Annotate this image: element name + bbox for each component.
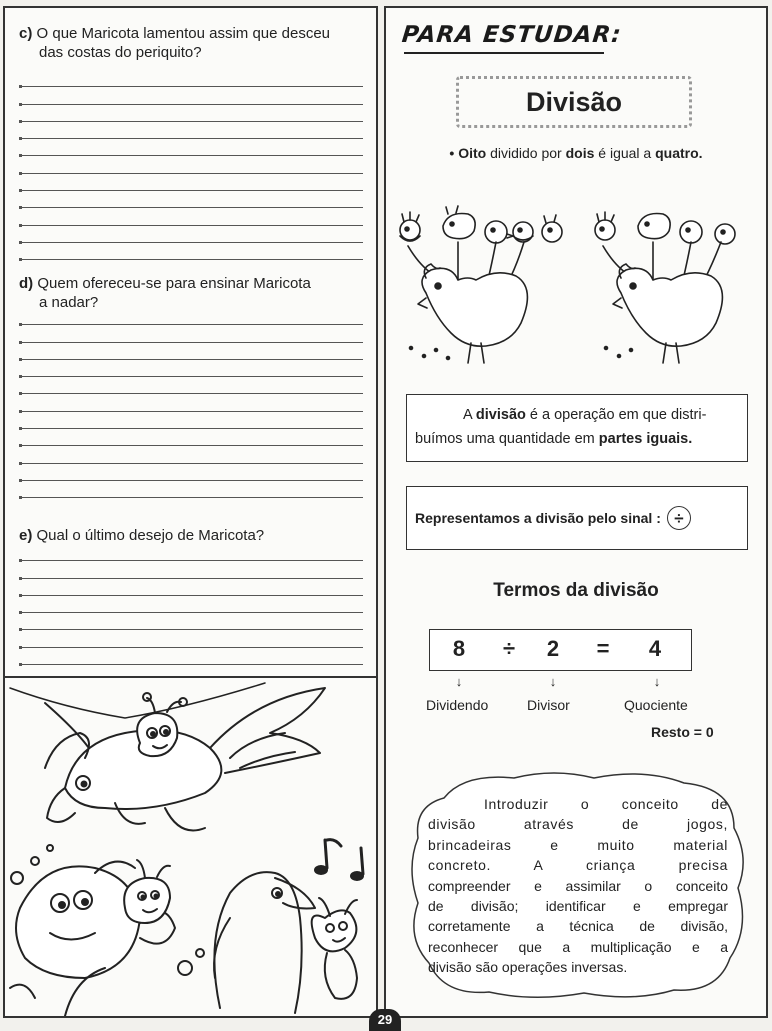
word-two: dois <box>565 145 595 161</box>
question-e <box>19 526 364 545</box>
label-dividend: Dividendo <box>426 697 489 713</box>
answer-lines-e[interactable] <box>19 544 363 665</box>
question-c <box>19 24 364 62</box>
chick-group-left <box>400 206 562 363</box>
chick-group-right <box>595 212 735 363</box>
question-letter: d) <box>19 275 34 292</box>
section-title: PARA ESTUDAR: <box>400 22 623 48</box>
story-illustration <box>5 678 376 1016</box>
answer-lines-c[interactable] <box>19 70 363 260</box>
division-sign-icon: ÷ <box>667 506 691 530</box>
page-number: 29 <box>369 1009 401 1031</box>
arrow-down-icon: ↓ <box>455 674 463 689</box>
text-divided-by: dividido por <box>490 145 562 161</box>
note-line: compreender e assimilar o conceito <box>428 877 728 894</box>
topic-title: Divisão <box>525 86 623 117</box>
question-d <box>19 274 364 312</box>
note-line: corretamente a técnica de divisão, <box>428 918 728 935</box>
question-text: Qual o último desejo de Maricota? <box>36 527 265 544</box>
note-line: concreto. A criança precisa <box>428 857 728 874</box>
question-letter: c) <box>19 25 33 42</box>
question-text: O que Maricota lamentou assim que desceu <box>36 25 331 42</box>
question-letter: e) <box>19 527 33 544</box>
def-bold-division: divisão <box>475 407 526 423</box>
answer-lines-d[interactable] <box>19 308 363 498</box>
text-equals: é igual a <box>598 145 652 161</box>
word-four: quatro. <box>655 145 703 161</box>
left-panel <box>3 6 378 1018</box>
topic-box <box>456 76 692 128</box>
definition-text <box>415 403 739 451</box>
note-line: reconhecer que a multiplicação e a <box>428 938 728 955</box>
equation-box <box>429 629 692 671</box>
question-text: Quem ofereceu-se para ensinar Maricota <box>37 275 311 292</box>
eq-equals: = <box>596 636 610 661</box>
definition-box <box>406 394 748 462</box>
label-remainder: Resto = 0 <box>651 724 714 740</box>
label-quotient: Quociente <box>624 697 688 713</box>
eq-quotient: 4 <box>648 636 662 661</box>
title-underline <box>404 52 604 54</box>
note-line: Introduzir o conceito de <box>484 796 728 812</box>
def-part-1: A <box>463 407 472 423</box>
right-panel <box>384 6 768 1018</box>
note-line: brincadeiras e muito material <box>428 836 728 853</box>
eq-divisor: 2 <box>546 636 560 661</box>
note-line: divisão são operações inversas. <box>428 959 628 976</box>
label-divisor: Divisor <box>527 697 570 713</box>
note-line: de divisão; identificar e empregar <box>428 898 728 915</box>
bullet: • <box>449 145 455 161</box>
arrow-down-icon: ↓ <box>549 674 557 689</box>
note-line: divisão através de jogos, <box>428 816 728 833</box>
question-text-cont: das costas do periquito? <box>39 44 202 61</box>
question-text-cont: a nadar? <box>39 294 99 311</box>
arrow-down-icon: ↓ <box>653 674 661 689</box>
word-eight: Oito <box>458 145 487 161</box>
terms-title: Termos da divisão <box>493 580 659 601</box>
def-part-2: é a operação em que distri- buímos uma quantidade em <box>415 407 707 447</box>
eq-dividend: 8 <box>452 636 466 661</box>
teacher-note <box>428 794 728 978</box>
eq-divide-sign: ÷ <box>502 636 516 661</box>
sign-text: Representamos a divisão pelo sinal : <box>415 510 661 526</box>
sign-box <box>406 486 748 550</box>
chicks-and-hens-illustration <box>396 198 756 373</box>
def-bold-equal-parts: partes iguais. <box>598 431 693 447</box>
example-sentence <box>386 145 766 161</box>
